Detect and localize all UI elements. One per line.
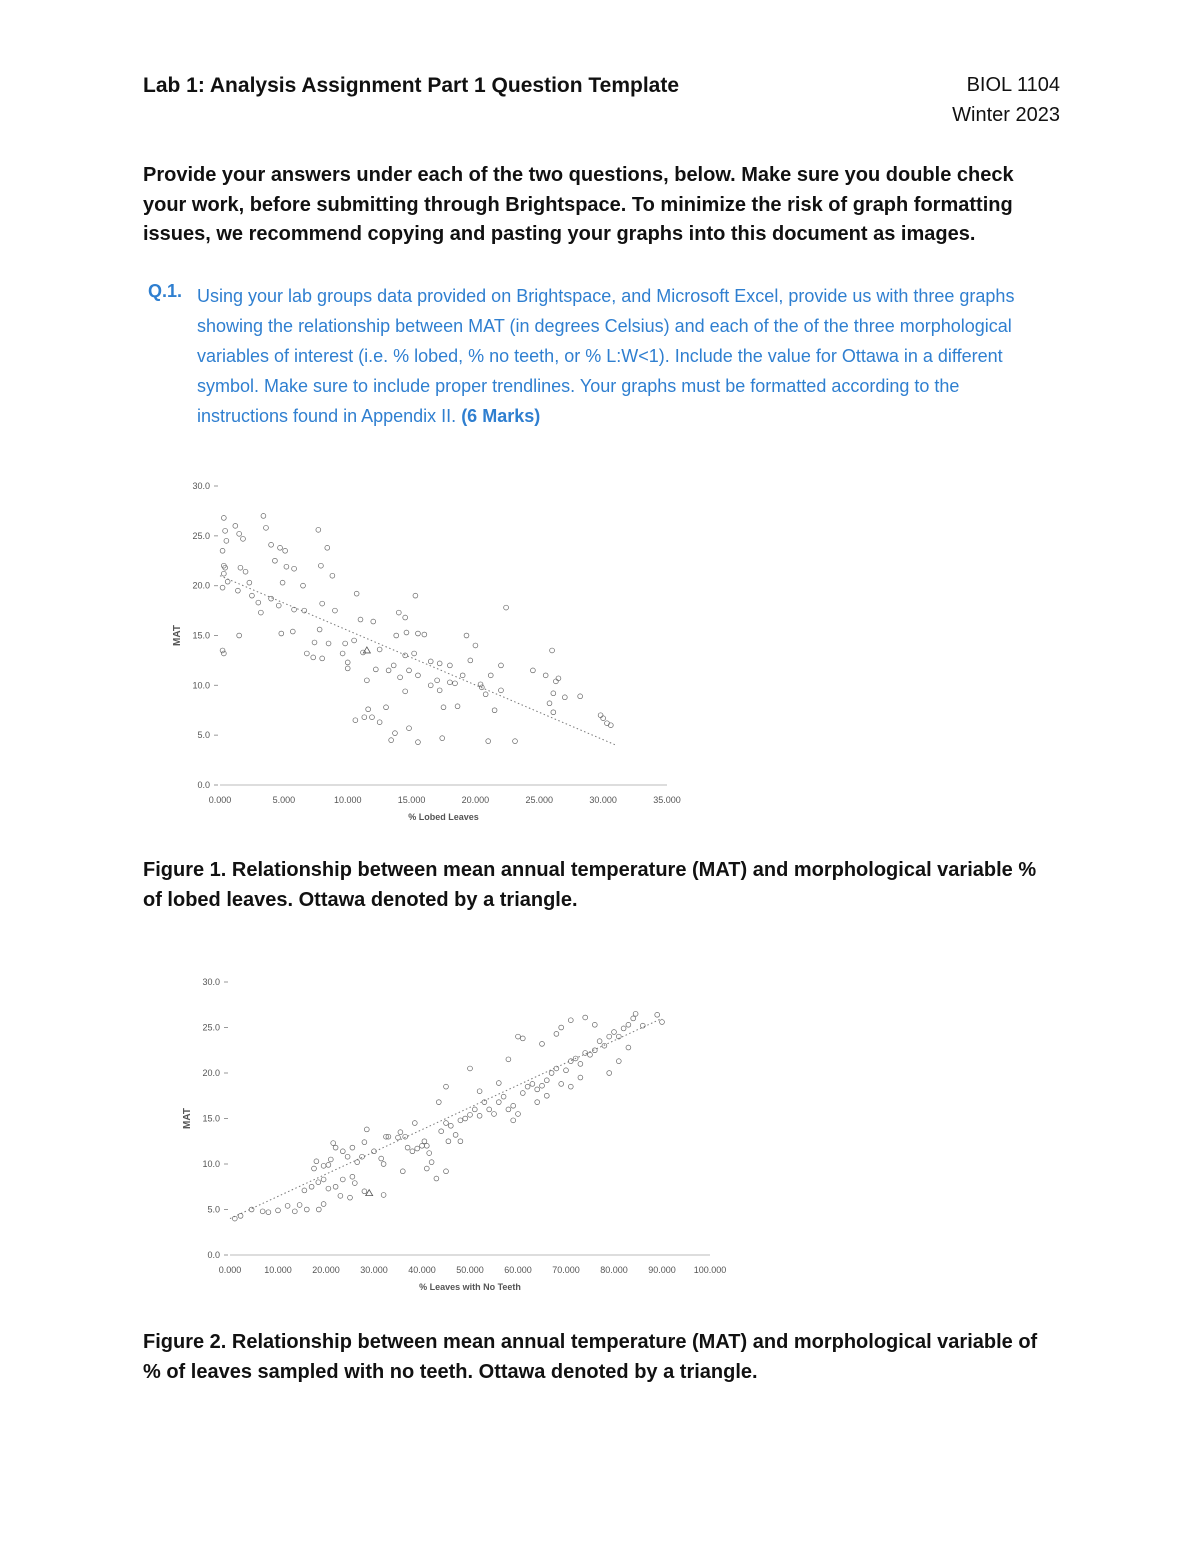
data-point <box>607 1034 612 1039</box>
data-point <box>250 593 255 598</box>
data-point <box>233 523 238 528</box>
data-point <box>420 1143 425 1148</box>
data-point <box>543 673 548 678</box>
data-point <box>403 1134 408 1139</box>
y-tick-label: 0.0 <box>207 1250 220 1260</box>
x-tick-label: 5.000 <box>272 795 296 805</box>
figure-2-caption: Figure 2. Relationship between mean annual temperature (MAT) and morphological variable of % of leaves sampled with no teeth. Ottawa denoted by a triangle. <box>143 1331 1038 1383</box>
figure-1-caption: Figure 1. Relationship between mean annual temperature (MAT) and morphological variable % of lobed leaves. Ottawa denoted by a triangle. <box>143 859 1037 911</box>
data-point <box>520 1036 525 1041</box>
y-tick-label: 20.0 <box>202 1068 220 1078</box>
x-axis-title: % Lobed Leaves <box>408 812 479 822</box>
data-point <box>362 715 367 720</box>
data-point <box>283 548 288 553</box>
data-point <box>535 1087 540 1092</box>
data-point <box>525 1084 530 1089</box>
data-point <box>403 615 408 620</box>
data-point <box>468 658 473 663</box>
data-point <box>415 1146 420 1151</box>
x-tick-label: 0.000 <box>218 1265 242 1275</box>
data-point <box>358 617 363 622</box>
data-point <box>247 580 252 585</box>
data-point <box>458 1118 463 1123</box>
data-point <box>410 1149 415 1154</box>
data-point <box>331 1141 336 1146</box>
data-point <box>547 701 552 706</box>
data-point <box>504 605 509 610</box>
data-point <box>223 528 228 533</box>
data-point <box>413 593 418 598</box>
x-tick-label: 80.000 <box>600 1265 628 1275</box>
data-point <box>501 1094 506 1099</box>
data-point <box>428 659 433 664</box>
data-point <box>258 610 263 615</box>
data-point <box>396 1135 401 1140</box>
data-point <box>290 629 295 634</box>
data-point <box>379 1156 384 1161</box>
data-point <box>393 731 398 736</box>
data-point <box>428 683 433 688</box>
data-point <box>506 1107 511 1112</box>
data-point <box>316 1180 321 1185</box>
data-point <box>468 1112 473 1117</box>
data-point <box>447 680 452 685</box>
data-point <box>516 1112 521 1117</box>
data-point <box>478 682 483 687</box>
data-point <box>304 1207 309 1212</box>
data-point <box>276 1208 281 1213</box>
data-point <box>260 1209 265 1214</box>
y-tick-label: 30.0 <box>192 481 210 491</box>
x-tick-label: 35.000 <box>653 795 681 805</box>
data-point <box>407 668 412 673</box>
data-point <box>422 632 427 637</box>
data-point <box>568 1018 573 1023</box>
data-point <box>269 596 274 601</box>
data-point <box>444 1169 449 1174</box>
data-point <box>616 1059 621 1064</box>
y-axis-title: MAT <box>172 625 183 646</box>
data-point <box>225 579 230 584</box>
data-point <box>540 1083 545 1088</box>
data-point <box>453 1132 458 1137</box>
data-point <box>321 1177 326 1182</box>
data-point <box>373 667 378 672</box>
data-point <box>535 1100 540 1105</box>
chart-no-teeth <box>170 970 730 1300</box>
x-tick-label: 30.000 <box>589 795 617 805</box>
data-point <box>350 1174 355 1179</box>
data-point <box>311 655 316 660</box>
data-point <box>279 631 284 636</box>
data-point <box>320 656 325 661</box>
data-point <box>405 1145 410 1150</box>
data-point <box>400 1169 405 1174</box>
data-point <box>345 1154 350 1159</box>
question-marks: (6 Marks) <box>461 406 541 426</box>
x-tick-label: 70.000 <box>552 1265 580 1275</box>
data-point <box>530 1082 535 1087</box>
data-point <box>278 545 283 550</box>
data-point <box>578 1062 583 1067</box>
data-point <box>340 1149 345 1154</box>
data-point <box>362 1140 367 1145</box>
data-point <box>404 630 409 635</box>
term: Winter 2023 <box>952 104 1060 126</box>
data-point <box>556 676 561 681</box>
data-point <box>602 1043 607 1048</box>
data-point <box>412 651 417 656</box>
data-point <box>284 564 289 569</box>
data-point <box>312 640 317 645</box>
y-tick-label: 0.0 <box>197 780 210 790</box>
x-tick-label: 25.000 <box>525 795 554 805</box>
data-point <box>458 1139 463 1144</box>
data-point <box>370 715 375 720</box>
data-point <box>562 695 567 700</box>
data-point <box>544 1078 549 1083</box>
data-point <box>446 1139 451 1144</box>
data-point <box>588 1052 593 1057</box>
data-point <box>320 601 325 606</box>
x-tick-label: 10.000 <box>333 795 362 805</box>
data-point <box>472 1107 477 1112</box>
data-point <box>312 1166 317 1171</box>
data-point <box>554 1031 559 1036</box>
data-point <box>364 1127 369 1132</box>
y-axis-title: MAT <box>182 1108 193 1129</box>
data-point <box>377 720 382 725</box>
data-point <box>297 1203 302 1208</box>
data-point <box>371 619 376 624</box>
data-point <box>444 1121 449 1126</box>
data-point <box>477 1113 482 1118</box>
y-tick-label: 5.0 <box>197 730 210 741</box>
data-point <box>407 726 412 731</box>
data-point <box>592 1022 597 1027</box>
data-point <box>453 681 458 686</box>
data-point <box>492 708 497 713</box>
data-point <box>386 668 391 673</box>
y-tick-label: 10.0 <box>202 1159 220 1169</box>
data-point <box>302 608 307 613</box>
data-point <box>544 1093 549 1098</box>
data-point <box>238 565 243 570</box>
x-tick-label: 60.000 <box>504 1265 532 1275</box>
data-point <box>437 688 442 693</box>
data-point <box>549 1071 554 1076</box>
data-point <box>333 1184 338 1189</box>
data-point <box>429 1160 434 1165</box>
data-point <box>340 651 345 656</box>
data-point <box>328 1157 333 1162</box>
data-point <box>333 1145 338 1150</box>
data-point <box>403 689 408 694</box>
data-point <box>269 542 274 547</box>
x-tick-label: 30.000 <box>360 1265 388 1275</box>
data-point <box>398 1130 403 1135</box>
x-tick-label: 15.000 <box>397 795 426 805</box>
data-point <box>221 571 226 576</box>
data-point <box>520 1091 525 1096</box>
data-point <box>440 736 445 741</box>
y-tick-label: 5.0 <box>207 1204 220 1215</box>
data-point <box>424 1143 429 1148</box>
data-point <box>394 633 399 638</box>
data-point <box>304 651 309 656</box>
data-point <box>317 627 322 632</box>
x-tick-label: 10.000 <box>264 1265 292 1275</box>
data-point <box>496 1100 501 1105</box>
data-point <box>238 1213 243 1218</box>
data-point <box>377 647 382 652</box>
data-point <box>583 1015 588 1020</box>
data-point <box>384 705 389 710</box>
data-point <box>578 1075 583 1080</box>
y-tick-label: 20.0 <box>192 580 210 591</box>
data-point <box>531 668 536 673</box>
x-tick-label: 20.000 <box>461 795 490 805</box>
trendline <box>230 1018 662 1218</box>
x-tick-label: 100.000 <box>693 1265 727 1275</box>
chart-lobed-leaves-svg <box>160 470 700 830</box>
data-point <box>340 1177 345 1182</box>
question-body: Using your lab groups data provided on Brightspace, and Microsoft Excel, provide us with three graphs showing the relationship between MAT (in degrees Celsius) and each of the of the three morphological variables of interest (i.e. % lobed, % no teeth, or % L:W<1). Include the value for Ottawa in a different symbol. Make sure to include proper trendlines. Your graphs must be formatted according to the instructions found in Appendix II. <box>197 286 1015 426</box>
data-point <box>343 641 348 646</box>
data-point <box>621 1026 626 1031</box>
data-point <box>660 1020 665 1025</box>
data-point <box>437 661 442 666</box>
data-point <box>362 1189 367 1194</box>
x-axis-title: % Leaves with No Teeth <box>419 1282 521 1292</box>
x-tick-label: 90.000 <box>648 1265 676 1275</box>
data-point <box>314 1159 319 1164</box>
data-point <box>237 633 242 638</box>
data-point <box>540 1041 545 1046</box>
data-point <box>348 1195 353 1200</box>
data-point <box>633 1011 638 1016</box>
data-point <box>256 600 261 605</box>
data-point <box>559 1025 564 1030</box>
data-point <box>477 1089 482 1094</box>
data-point <box>381 1162 386 1167</box>
data-point <box>403 653 408 658</box>
x-tick-label: 50.000 <box>456 1265 484 1275</box>
data-point <box>350 1145 355 1150</box>
data-point <box>364 678 369 683</box>
data-point <box>553 679 558 684</box>
data-point <box>626 1045 631 1050</box>
y-tick-label: 25.0 <box>202 1022 220 1033</box>
data-point <box>398 675 403 680</box>
data-point <box>608 723 613 728</box>
data-point <box>607 1071 612 1076</box>
data-point <box>460 673 465 678</box>
data-point <box>499 663 504 668</box>
data-point <box>487 1107 492 1112</box>
document-title: Lab 1: Analysis Assignment Part 1 Question Template <box>143 74 680 97</box>
data-point <box>516 1034 521 1039</box>
data-point <box>309 1184 314 1189</box>
data-point <box>416 740 421 745</box>
data-point <box>221 515 226 520</box>
data-point <box>292 1209 297 1214</box>
data-point <box>424 1166 429 1171</box>
data-point <box>436 1100 441 1105</box>
data-point <box>597 1039 602 1044</box>
y-tick-label: 15.0 <box>192 630 210 641</box>
data-point <box>353 718 358 723</box>
data-point <box>434 1176 439 1181</box>
data-point <box>492 1112 497 1117</box>
data-point <box>427 1151 432 1156</box>
data-point <box>243 569 248 574</box>
data-point <box>564 1068 569 1073</box>
data-point <box>488 673 493 678</box>
x-tick-label: 20.000 <box>312 1265 340 1275</box>
data-point <box>326 1186 331 1191</box>
data-point <box>381 1193 386 1198</box>
chart-lobed-leaves <box>160 470 700 830</box>
x-tick-label: 40.000 <box>408 1265 436 1275</box>
question-text <box>197 281 1052 431</box>
data-point <box>447 663 452 668</box>
data-point <box>435 678 440 683</box>
data-point <box>444 1084 449 1089</box>
question-number: Q.1. <box>148 281 183 301</box>
data-point <box>598 713 603 718</box>
data-point <box>266 1210 271 1215</box>
data-point <box>551 710 556 715</box>
data-point <box>441 705 446 710</box>
course-code: BIOL 1104 <box>966 74 1060 96</box>
data-point <box>473 643 478 648</box>
data-point <box>237 531 242 536</box>
data-point <box>464 633 469 638</box>
data-point <box>655 1012 660 1017</box>
chart-no-teeth-svg <box>170 970 730 1300</box>
data-point <box>264 525 269 530</box>
instructions-paragraph: Provide your answers under each of the two questions, below. Make sure you double check your work, before submitting through Brightspace. To minimize the risk of graph formatting issues, we recommend copying and pasting your graphs into this document as images. <box>143 164 1014 245</box>
data-point <box>321 1163 326 1168</box>
y-tick-label: 30.0 <box>202 977 220 987</box>
trendline <box>220 576 616 745</box>
data-point <box>366 707 371 712</box>
data-point <box>360 1154 365 1159</box>
data-point <box>355 1160 360 1165</box>
data-point <box>511 1118 516 1123</box>
data-point <box>276 603 281 608</box>
y-tick-label: 10.0 <box>192 680 210 691</box>
data-point <box>318 563 323 568</box>
data-point <box>235 588 240 593</box>
data-point <box>352 1181 357 1186</box>
data-point <box>448 1123 453 1128</box>
x-tick-label: 0.000 <box>208 795 232 805</box>
data-point <box>568 1084 573 1089</box>
data-point <box>396 610 401 615</box>
data-point <box>292 566 297 571</box>
data-point <box>506 1057 511 1062</box>
data-point <box>220 548 225 553</box>
data-point <box>301 583 306 588</box>
data-point <box>249 1207 254 1212</box>
data-point <box>422 1139 427 1144</box>
data-point <box>559 1082 564 1087</box>
data-point <box>302 1188 307 1193</box>
data-point <box>280 580 285 585</box>
data-point <box>391 663 396 668</box>
data-point <box>345 660 350 665</box>
data-point <box>326 641 331 646</box>
data-point <box>463 1116 468 1121</box>
data-point <box>333 608 338 613</box>
data-point <box>220 648 225 653</box>
data-point <box>345 666 350 671</box>
data-point <box>551 691 556 696</box>
data-point <box>554 1066 559 1071</box>
data-point <box>631 1016 636 1021</box>
data-point <box>626 1022 631 1027</box>
data-point <box>325 545 330 550</box>
data-point <box>486 739 491 744</box>
data-point <box>261 514 266 519</box>
data-point <box>568 1059 573 1064</box>
data-point <box>412 1121 417 1126</box>
data-point <box>601 716 606 721</box>
data-point <box>483 692 488 697</box>
data-point <box>338 1193 343 1198</box>
data-point <box>439 1129 444 1134</box>
data-point <box>511 1103 516 1108</box>
data-point <box>389 738 394 743</box>
data-point <box>221 651 226 656</box>
data-point <box>321 1202 326 1207</box>
data-point <box>273 558 278 563</box>
data-point <box>352 638 357 643</box>
data-point <box>326 1163 331 1168</box>
data-point <box>416 673 421 678</box>
ottawa-point <box>363 647 370 653</box>
data-point <box>499 688 504 693</box>
y-tick-label: 15.0 <box>202 1113 220 1124</box>
data-point <box>496 1081 501 1086</box>
data-point <box>578 694 583 699</box>
data-point <box>550 648 555 653</box>
data-point <box>455 704 460 709</box>
data-point <box>316 527 321 532</box>
data-point <box>241 536 246 541</box>
data-point <box>220 585 225 590</box>
data-point <box>612 1030 617 1035</box>
data-point <box>316 1207 321 1212</box>
y-tick-label: 25.0 <box>192 530 210 541</box>
data-point <box>513 739 518 744</box>
data-point <box>416 631 421 636</box>
data-point <box>640 1023 645 1028</box>
data-point <box>224 538 229 543</box>
data-point <box>354 591 359 596</box>
data-point <box>330 573 335 578</box>
data-point <box>468 1066 473 1071</box>
data-point <box>285 1203 290 1208</box>
